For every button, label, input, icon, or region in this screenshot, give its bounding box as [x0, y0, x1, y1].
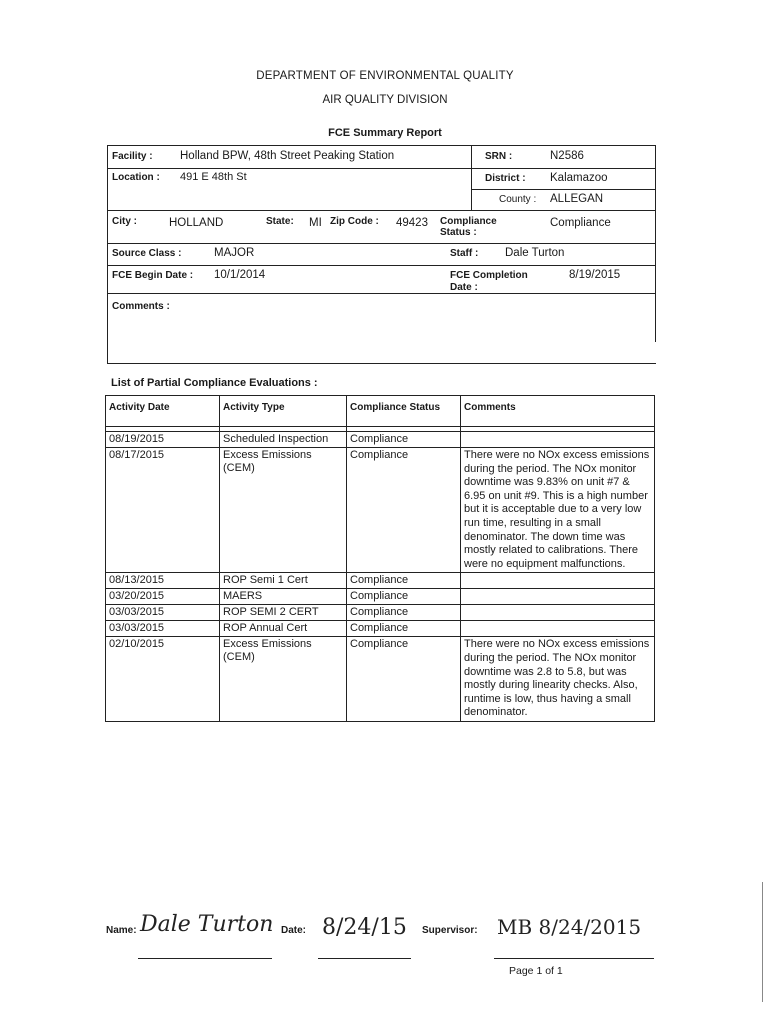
fce-completion-date-value: 8/19/2015: [569, 269, 621, 281]
cell-type: Excess Emissions (CEM): [220, 448, 347, 573]
header-activity-date: Activity Date: [106, 396, 220, 427]
evaluations-title: List of Partial Compliance Evaluations :: [111, 377, 318, 389]
city-label: City :: [112, 216, 137, 227]
cell-type: ROP Annual Cert: [220, 621, 347, 637]
department-heading: DEPARTMENT OF ENVIRONMENTAL QUALITY: [256, 70, 514, 82]
cell-date: 08/17/2015: [106, 448, 220, 573]
county-label: County :: [499, 194, 537, 205]
district-value: Kalamazoo: [550, 172, 608, 184]
source-class-value: MAJOR: [214, 247, 255, 259]
zip-label: Zip Code :: [330, 216, 379, 227]
fce-completion-date-label: FCE Completion Date :: [450, 270, 528, 293]
comments-label: Comments :: [112, 301, 170, 312]
srn-label: SRN :: [485, 151, 513, 162]
supervisor-initials: MB 8/24/2015: [497, 915, 642, 939]
header-activity-type: Activity Type: [220, 396, 347, 427]
table-row: [106, 621, 655, 637]
location-value: 491 E 48th St: [180, 171, 247, 183]
source-class-label: Source Class :: [112, 248, 182, 259]
district-label: District :: [485, 173, 526, 184]
cell-type: ROP SEMI 2 CERT: [220, 605, 347, 621]
table-row: [106, 448, 655, 573]
city-value: HOLLAND: [169, 217, 224, 229]
facility-value: Holland BPW, 48th Street Peaking Station: [180, 150, 395, 162]
cell-comments: There were no NOx excess emissions during the period. The NOx monitor downtime was 2.8 to 5.8, but was mostly during linearity checks. Also, runtime is low, thus having a small denominator.: [461, 637, 655, 722]
table-row: [106, 637, 655, 722]
table-row: [106, 605, 655, 621]
cell-status: Compliance: [347, 605, 461, 621]
compliance-status-value: Compliance: [550, 217, 611, 229]
table-row: [106, 432, 655, 448]
table-row: [106, 589, 655, 605]
cell-date: 03/03/2015: [106, 621, 220, 637]
cell-comments: [461, 589, 655, 605]
county-value: ALLEGAN: [550, 193, 604, 205]
cell-date: 03/20/2015: [106, 589, 220, 605]
scan-edge-line: [762, 882, 763, 1002]
division-heading: AIR QUALITY DIVISION: [322, 94, 448, 106]
cell-comments: [461, 605, 655, 621]
table-row: [106, 573, 655, 589]
cell-date: 03/03/2015: [106, 605, 220, 621]
cell-comments: There were no NOx excess emissions during the period. The NOx monitor downtime was 9.83% on unit #7 & 6.95 on unit #9. This is a high number but it is acceptable due to a very low run time, resulting in a small denominator. The down time was mostly related to calibrations. There were no equipment malfunctions.: [461, 448, 655, 573]
header-compliance-status: Compliance Status: [347, 396, 461, 427]
cell-status: Compliance: [347, 432, 461, 448]
state-value: MI: [309, 217, 322, 229]
cell-comments: [461, 621, 655, 637]
cell-status: Compliance: [347, 589, 461, 605]
cell-type: ROP Semi 1 Cert: [220, 573, 347, 589]
cell-date: 08/19/2015: [106, 432, 220, 448]
zip-value: 49423: [396, 217, 428, 229]
staff-label: Staff :: [450, 248, 479, 259]
cell-comments: [461, 432, 655, 448]
cell-status: Compliance: [347, 573, 461, 589]
date-label: Date:: [281, 925, 307, 936]
cell-date: 02/10/2015: [106, 637, 220, 722]
header-comments: Comments: [461, 396, 655, 427]
name-label: Name:: [106, 925, 137, 936]
srn-value: N2586: [550, 150, 584, 162]
facility-label: Facility :: [112, 151, 153, 162]
name-signature: Dale Turton: [140, 912, 274, 937]
state-label: State:: [266, 216, 294, 227]
cell-date: 08/13/2015: [106, 573, 220, 589]
cell-type: MAERS: [220, 589, 347, 605]
name-signature-line: [138, 958, 272, 959]
cell-status: Compliance: [347, 448, 461, 573]
fce-begin-date-label: FCE Begin Date :: [112, 270, 194, 281]
cell-comments: [461, 573, 655, 589]
summary-box: [107, 145, 656, 364]
page-number: Page 1 of 1: [509, 965, 563, 977]
cell-status: Compliance: [347, 637, 461, 722]
staff-value: Dale Turton: [505, 247, 565, 259]
report-title: FCE Summary Report: [328, 127, 442, 139]
date-signed: 8/24/15: [322, 915, 407, 940]
cell-type: Scheduled Inspection: [220, 432, 347, 448]
date-line: [318, 958, 411, 959]
location-label: Location :: [112, 172, 160, 183]
fce-begin-date-value: 10/1/2014: [214, 269, 266, 281]
supervisor-line: [494, 958, 654, 959]
supervisor-label: Supervisor:: [422, 925, 478, 936]
table-header-row: [106, 396, 655, 427]
cell-type: Excess Emissions (CEM): [220, 637, 347, 722]
cell-status: Compliance: [347, 621, 461, 637]
compliance-status-label: Compliance Status :: [440, 216, 497, 238]
compliance-evaluations-table: [105, 395, 655, 722]
